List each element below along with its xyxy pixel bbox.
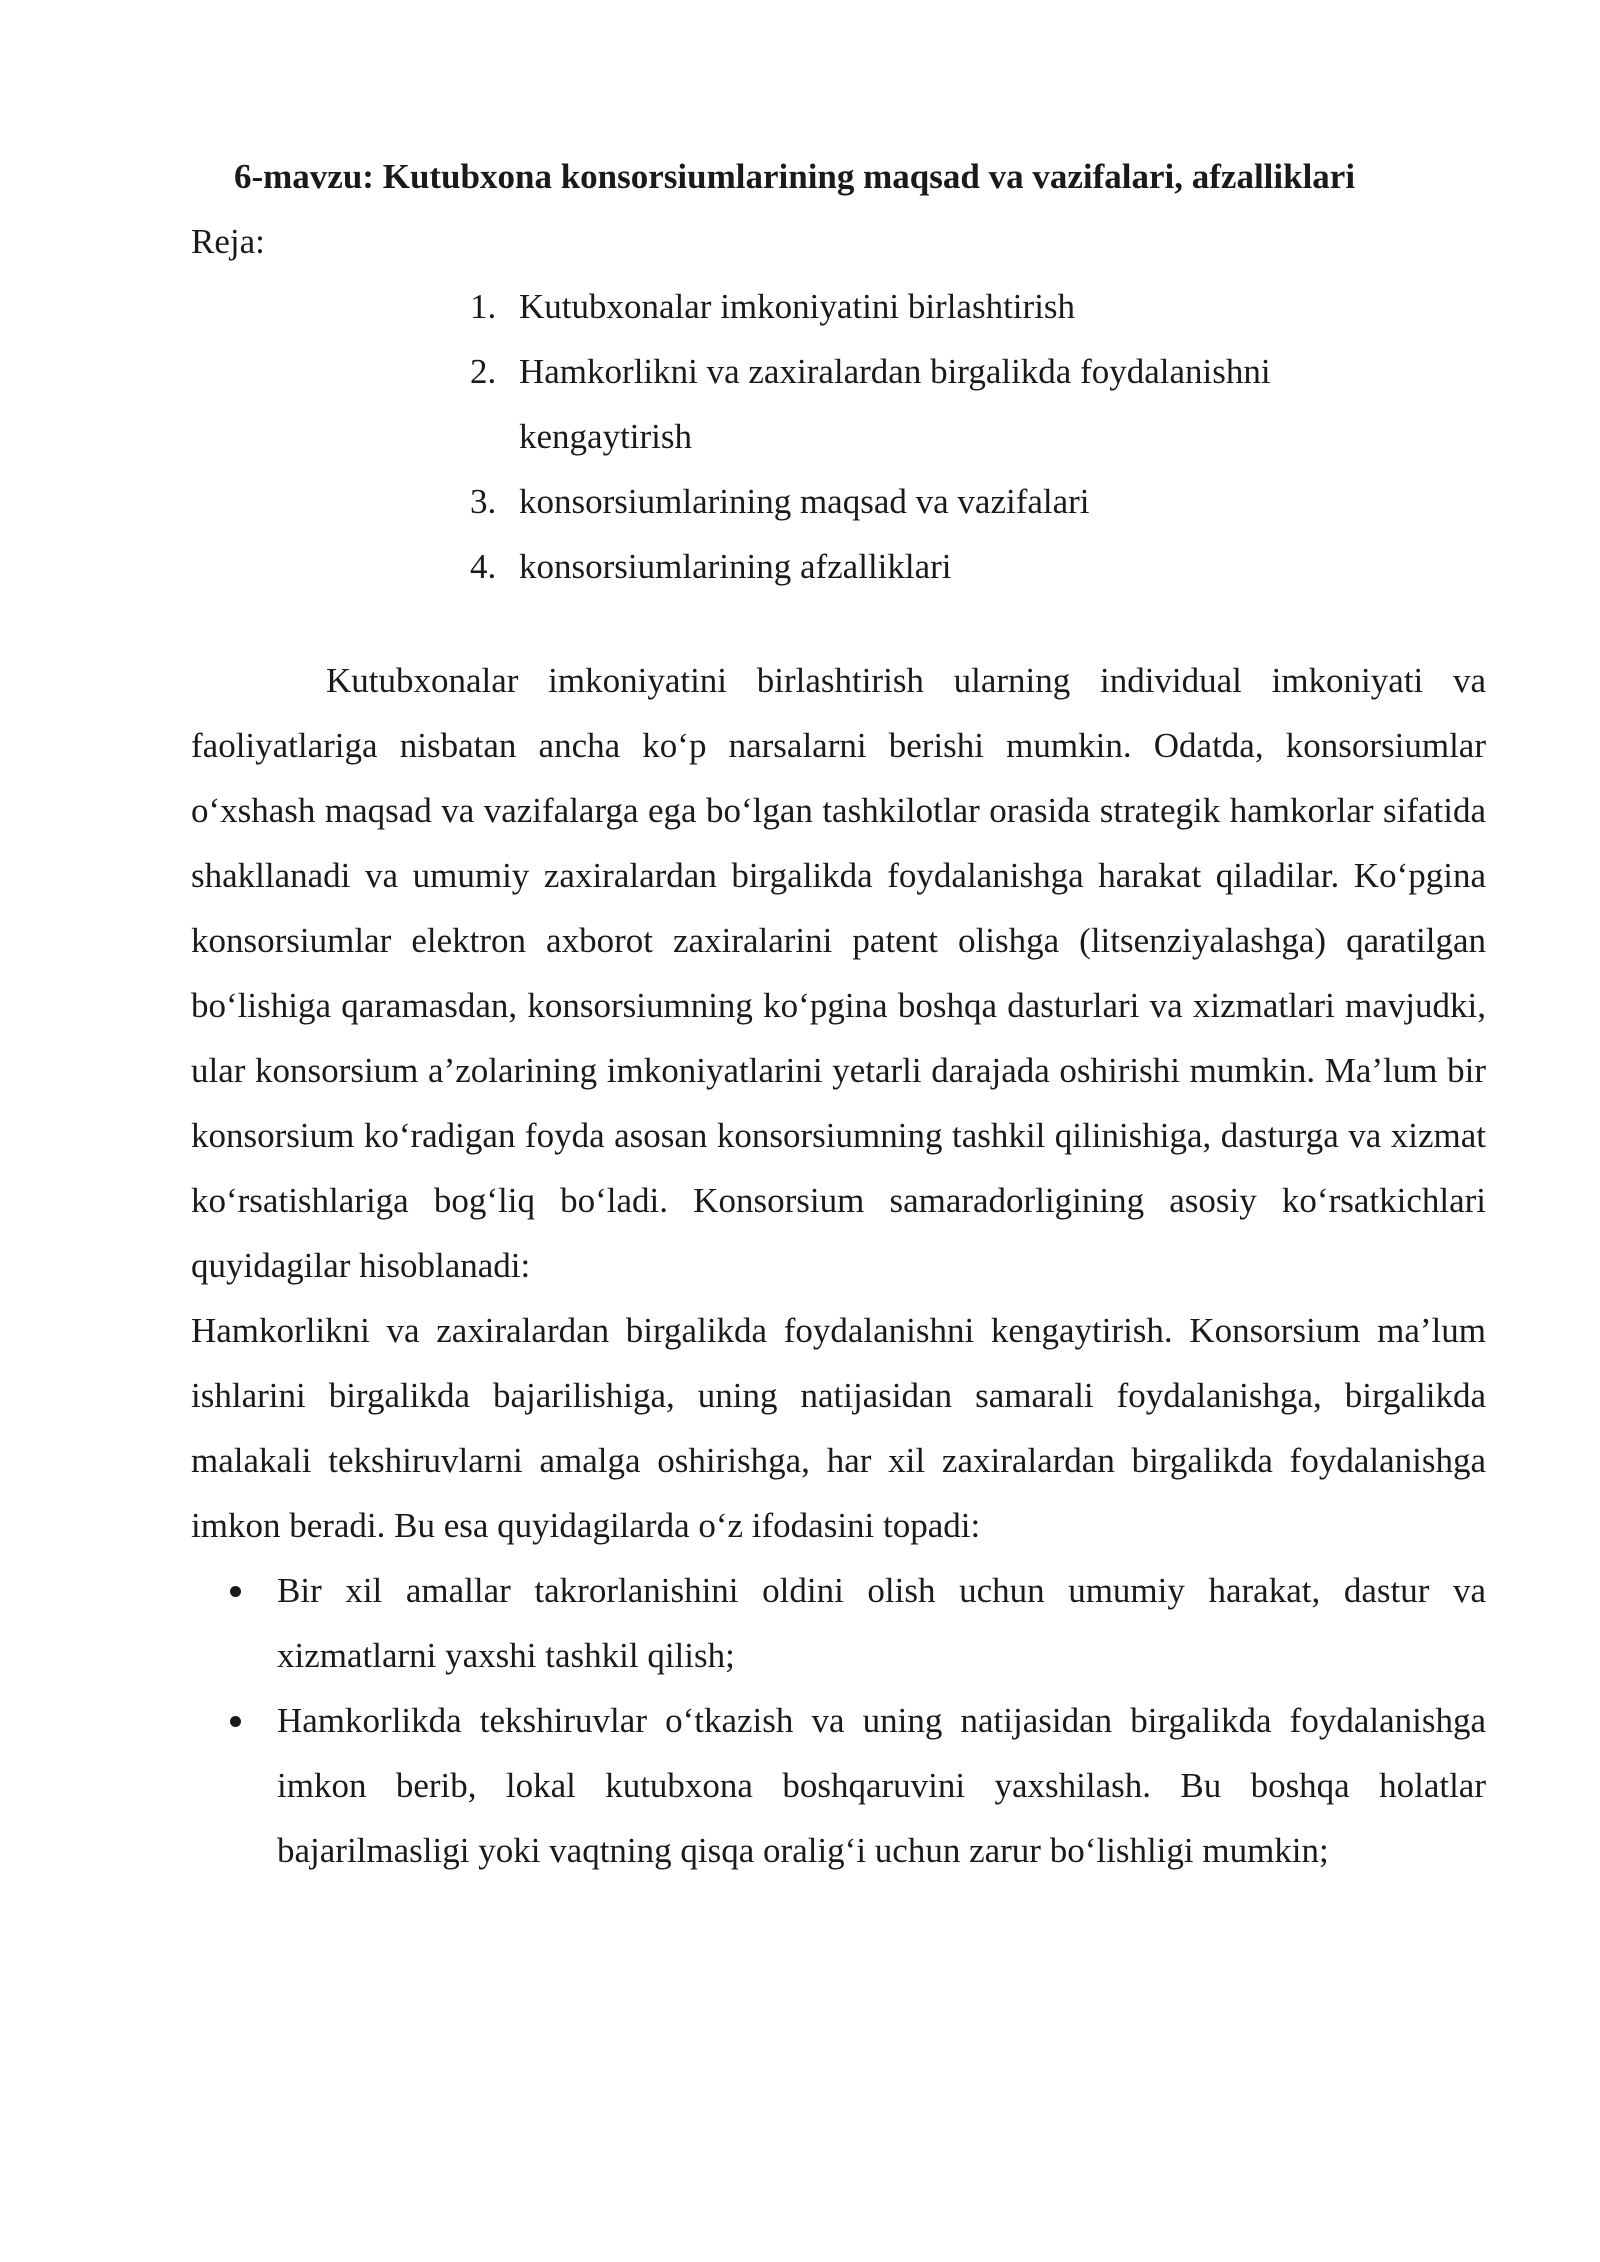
plan-item-number: 4. <box>470 547 497 586</box>
document-body <box>191 648 1486 1883</box>
bullet-item <box>191 1558 1486 1688</box>
plan-item-number: 3. <box>470 482 497 521</box>
plan-item <box>470 534 1350 599</box>
bullet-dot-icon <box>230 1586 241 1597</box>
bullet-list <box>191 1558 1486 1883</box>
bullet-item <box>191 1688 1486 1883</box>
bullet-dot-icon <box>230 1716 241 1727</box>
bullet-text: Bir xil amallar takrorlanishini oldini olish uchun umumiy harakat, dastur va xizmatlarni yaxshi tashkil qilish; <box>277 1571 1486 1675</box>
plan-item-text: konsorsiumlarining afzalliklari <box>519 547 952 586</box>
plan-item <box>470 339 1350 469</box>
plan-item <box>470 469 1350 534</box>
plan-list <box>470 274 1350 599</box>
bullet-text: Hamkorlikda tekshiruvlar o‘tkazish va uning natijasidan birgalikda foydalanishga imkon berib, lokal kutubxona boshqaruvini yaxshilash. Bu boshqa holatlar bajarilmasligi yoki vaqtning qisqa oralig‘i uchun zarur bo‘lishligi mumkin; <box>277 1701 1486 1870</box>
plan-item-number: 1. <box>470 287 497 326</box>
plan-label: Reja: <box>191 222 265 261</box>
plan-item-text: Kutubxonalar imkoniyatini birlashtirish <box>519 287 1076 326</box>
body-paragraph: Kutubxonalar imkoniyatini birlashtirish ularning individual imkoniyati va faoliyatlariga nisbatan ancha ko‘p narsalarni berishi mumkin. Odatda, konsorsiumlar o‘xshash maqsad va vazifalarga ega bo‘lgan tashkilotlar orasida strategik hamkorlar sifatida shakllanadi va umumiy zaxiralardan birgalikda foydalanishga harakat qiladilar. Ko‘pgina konsorsiumlar elektron axborot zaxiralarini patent olishga (litsenziyalashga) qaratilgan bo‘lishiga qaramasdan, konsorsiumning ko‘pgina boshqa dasturlari va xizmatlari mavjudki, ular konsorsium a’zolarining imkoniyatlarini yetarli darajada oshirishi mumkin. Ma’lum bir konsorsium ko‘radigan foyda asosan konsorsiumning tashkil qilinishiga, dasturga va xizmat ko‘rsatishlariga bog‘liq bo‘ladi. Konsorsium samaradorligining asosiy ko‘rsatkichlari quyidagilar hisoblanadi: <box>191 661 1486 1285</box>
plan-item-text: Hamkorlikni va zaxiralardan birgalikda foydalanishni kengaytirish <box>519 352 1271 456</box>
plan-item-number: 2. <box>470 352 497 391</box>
page-title: 6-mavzu: Kutubxona konsorsiumlarining maqsad va vazifalari, afzalliklari <box>234 157 1356 196</box>
plan-item-text: konsorsiumlarining maqsad va vazifalari <box>519 482 1090 521</box>
plan-item <box>470 274 1350 339</box>
body-paragraph: Hamkorlikni va zaxiralardan birgalikda foydalanishni kengaytirish. Konsorsium ma’lum ishlarini birgalikda bajarilishiga, uning natijasidan samarali foydalanishga, birgalikda malakali tekshiruvlarni amalga oshirishga, har xil zaxiralardan birgalikda foydalanishga imkon beradi. Bu esa quyidagilarda o‘z ifodasini topadi: <box>191 1311 1486 1545</box>
